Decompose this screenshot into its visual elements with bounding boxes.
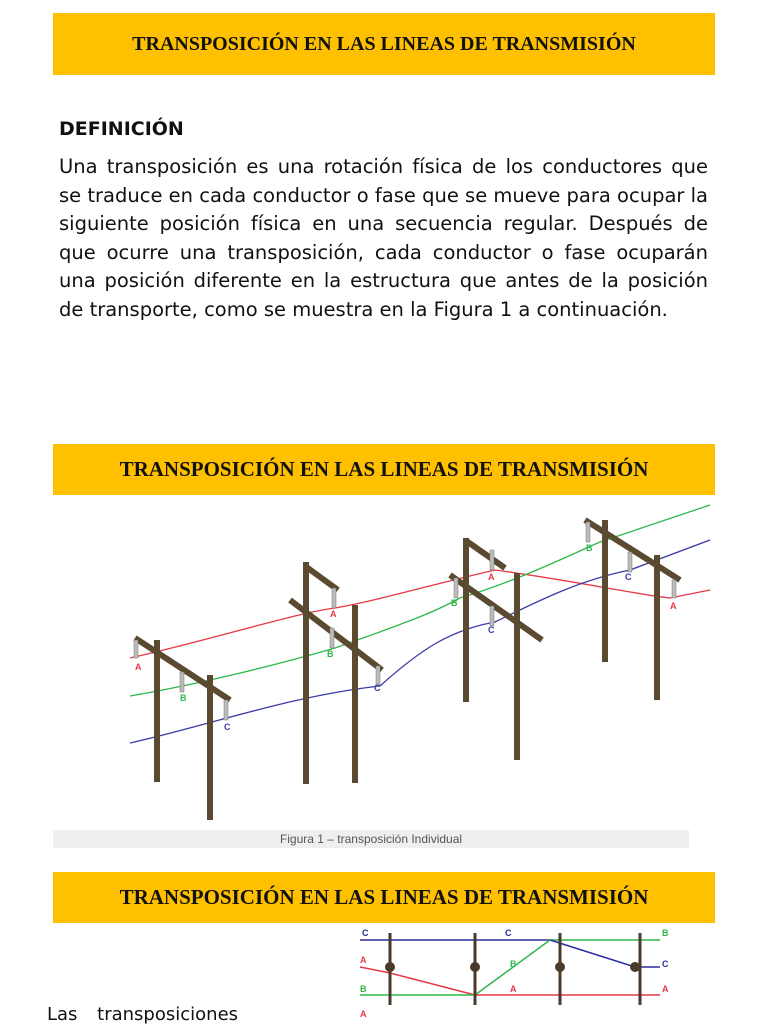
section-title-1: TRANSPOSICIÓN EN LAS LINEAS DE TRANSMISIÓN: [119, 457, 649, 481]
tower-3: [450, 538, 542, 760]
label-c-1: C: [224, 722, 231, 732]
label-c-mid: C: [505, 928, 512, 938]
label-a-4: A: [670, 601, 677, 611]
transposition-diagram: [350, 925, 710, 1024]
body-text-fragment: Las transposiciones: [47, 1004, 239, 1025]
phase-c-line: [130, 540, 710, 743]
tower-4: [585, 520, 680, 700]
page-title-banner: [53, 13, 715, 75]
label-b-right: B: [662, 928, 669, 938]
label-c-2: C: [374, 683, 381, 693]
label-c-4: C: [625, 572, 632, 582]
page-title: TRANSPOSICIÓN EN LAS LINEAS DE TRANSMISIÓN: [132, 32, 636, 55]
phase-labels: [135, 543, 677, 732]
label-b-1: B: [180, 693, 187, 703]
phase-a-line: [130, 570, 710, 658]
diagram-labels: [360, 928, 669, 1019]
label-b-3: B: [451, 598, 458, 608]
phase-c-path: [550, 940, 660, 967]
tower-2: [290, 562, 382, 784]
label-a-bottom: A: [360, 1009, 367, 1019]
label-a-2: A: [330, 609, 337, 619]
diagram-poles: [390, 933, 640, 1005]
label-a-1: A: [135, 662, 142, 672]
phase-b-line: [130, 505, 710, 696]
section-title-banner-1: [53, 444, 715, 495]
label-a-mid: A: [510, 984, 517, 994]
label-a-3: A: [488, 572, 495, 582]
section-title-2: TRANSPOSICIÓN EN LAS LINEAS DE TRANSMISIÓN: [119, 885, 649, 909]
label-c-left: C: [362, 928, 369, 938]
transposition-illustration: [120, 500, 720, 830]
figure-caption: Figura 1 – transposición Individual: [53, 830, 689, 848]
label-b-4: B: [586, 543, 593, 553]
label-c-3: C: [488, 625, 495, 635]
label-a-left: A: [360, 955, 367, 965]
label-c-right: C: [662, 959, 669, 969]
definition-paragraph: Una transposición es una rotación física de los conductores que se traduce en cada conductor o fase que se mueve para ocupar la siguiente posición física en una secuencia regular. Después de que ocurre una transposición, cada conductor o fase ocuparán una posición diferente en la estructura que antes de la posición de transporte, como se muestra en la Figura 1 a continuación.: [59, 155, 708, 321]
label-b-left: B: [360, 984, 367, 994]
label-a-right: A: [662, 984, 669, 994]
definition-heading: DEFINICIÓN: [59, 118, 184, 140]
tower-1: [134, 638, 230, 820]
label-b-2: B: [327, 649, 334, 659]
label-b-mid: B: [510, 959, 517, 969]
section-title-banner-2: [53, 872, 715, 923]
